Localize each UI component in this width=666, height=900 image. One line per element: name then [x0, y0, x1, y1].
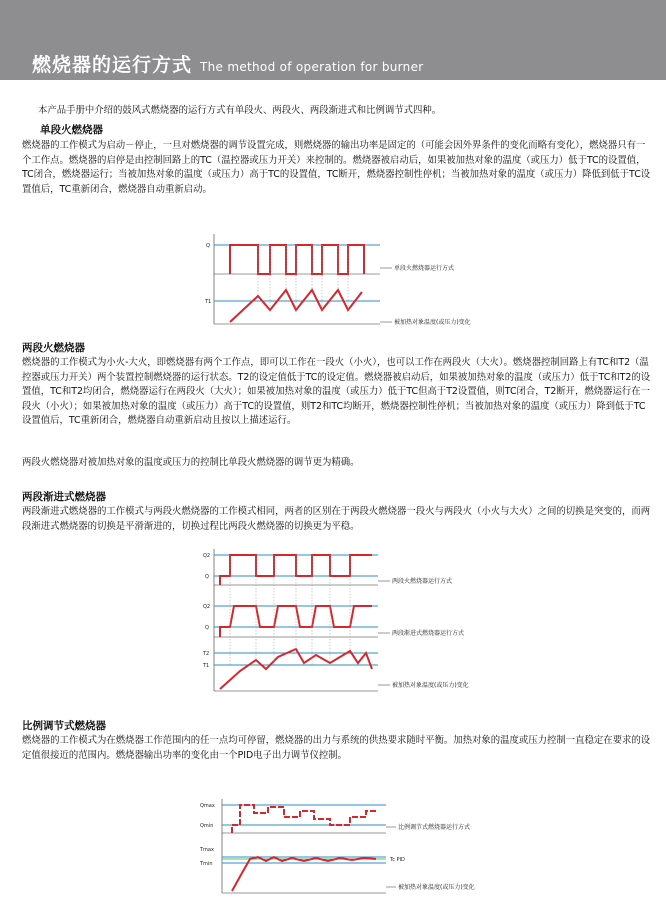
progressive-mode-label: 两段渐进式燃烧器运行方式: [392, 630, 465, 637]
section-progressive-body: 两段渐进式燃烧器的工作模式与两段火燃烧器的工作模式相同，两者的区别在于两段火燃烧器一段火与两段火（小火与大火）之间的切换是突变的，而两段渐进式燃烧器的切换是平滑渐进的，切换过程比两段火燃烧器的切换更为平稳。: [22, 506, 651, 532]
section-progressive-title: 两段渐进式燃烧器: [22, 491, 106, 503]
proportional-mode-label: 比例调节式燃烧器运行方式: [398, 824, 471, 831]
section-two-stage-body: 燃烧器的工作模式为小火-大火，即燃烧器有两个工作点，即可以工作在一段火（小火），也可以工作在两段火（大火）。燃烧器控制回路上有TC和T2（温控器或压力开关）两个装置控制燃烧器的运行状态。T2的设定值低于TC的设定值。燃烧器被启动后，如果被加热对象的温度（或压力）低于TC和T2的设置值，TC和T2均闭合，燃烧器运行在两段火（大火）；如果被加热对象的温度（或压力）低于TC但高于T2设置值，则TC闭合，T2断开，燃烧器运行在一段火（小火）；如果被加热对象的温度（或压力）高于TC的设置值，则T2和TC均断开，燃烧器控制性停机；当被加热对象的温度（或压力）降到低于TC设置值后，TC重新闭合，燃烧器自动重新启动且按以上描述运行。: [22, 357, 651, 426]
section-proportional-body: 燃烧器的工作模式为在燃烧器工作范围内的任一点均可停留，燃烧器的出力与系统的供热要求随时平衡。加热对象的温度或压力控制一直稳定在要求的设定值很接近的范围内。燃烧器输出功率的变化由一个PID电子出力调节仪控制。: [22, 735, 651, 761]
proportional-output-curve: [232, 805, 376, 833]
single-stage-temp-label: 被加热对象温度(或压力)变化: [394, 319, 471, 326]
axis-q2-label-2: Q2: [203, 604, 211, 610]
axis-q-label: Q: [205, 574, 209, 580]
progressive-diagram: [200, 545, 540, 695]
section-two-stage-note: 两段火燃烧器对被加热对象的温度或压力的控制比单段火燃烧器的调节更为精确。: [22, 457, 360, 468]
intro-text: 本产品手册中介绍的鼓风式燃烧器的运行方式有单段火、两段火、两段渐进式和比例调节式四种。: [38, 105, 442, 116]
page-header: [0, 0, 666, 80]
section-proportional-title: 比例调节式燃烧器: [22, 720, 106, 732]
axis-tmin-label: Tmin: [200, 861, 213, 867]
section-single-stage-body: 燃烧器的工作模式为启动－停止，一旦对燃烧器的调节设置完成，则燃烧器的输出功率是固定的（可能会因外界条件的变化而略有变化），燃烧器只有一个工作点。燃烧器的启停是由控制回路上的TC（温控器或压力开关）来控制的。燃烧器被启动后，如果被加热对象的温度（或压力）低于TC的设置值，TC闭合，燃烧器运行；当被加热对象的温度（或压力）高于TC的设置值，TC断开，燃烧器控制性停机；当被加热对象的温度（或压力）降低到低于TC设置值后，TC重新闭合，燃烧器自动重新启动。: [22, 140, 651, 195]
axis-t2-label: T2: [203, 651, 210, 657]
proportional-diagram: [200, 797, 540, 897]
axis-qmin-label: Qmin: [200, 823, 214, 829]
single-stage-diagram: [200, 230, 540, 330]
proportional-temperature-curve: [232, 857, 376, 891]
section-single-stage-title: 单段火燃烧器: [40, 124, 103, 136]
axis-qmax-label: Qmax: [200, 803, 215, 809]
two-stage-mode-label: 两段火燃烧器运行方式: [392, 578, 453, 585]
page-title: [32, 50, 424, 77]
title-english: The method of operation for burner: [200, 60, 424, 74]
axis-t1-label: T1: [203, 663, 210, 669]
burner-output-curve: [230, 245, 364, 274]
section-two-stage-title: 两段火燃烧器: [22, 342, 85, 354]
progressive-temp-label: 被加热对象温度(或压力)变化: [392, 682, 469, 689]
axis-t1-label: T1: [205, 299, 212, 305]
axis-q-label: Q: [206, 243, 210, 249]
axis-q-label-2: Q: [205, 625, 209, 631]
progressive-temperature-curve: [220, 649, 372, 689]
axis-tpid-label: Tc PID: [390, 857, 405, 863]
proportional-temp-label: 被加热对象温度(或压力)变化: [398, 884, 475, 891]
axis-q2-label: Q2: [203, 553, 211, 559]
title-chinese: 燃烧器的运行方式: [32, 54, 193, 76]
axis-tmax-label: Tmax: [200, 847, 214, 853]
single-stage-mode-label: 单段火燃烧器运行方式: [394, 265, 455, 272]
